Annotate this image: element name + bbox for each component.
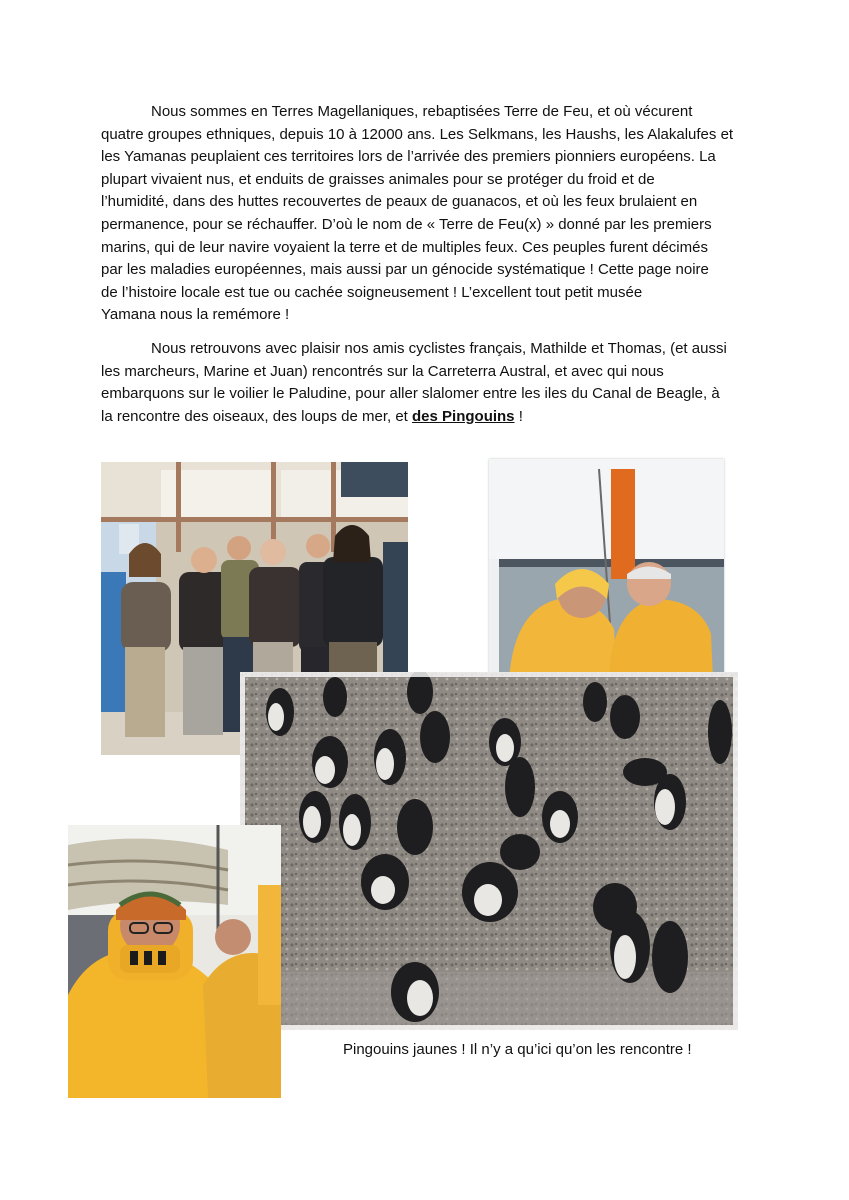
text-line: les marcheurs, Marine et Juan) rencontrés sur la Carreterra Austral, et avec qui nous: [101, 362, 664, 380]
photo-penguins: [240, 672, 738, 1030]
text-line: quatre groupes ethniques, depuis 10 à 12000 ans. Les Selkmans, les Haushs, les Alakalufes et: [101, 125, 734, 143]
photo-caption: Pingouins jaunes ! Il n’y a qu’ici qu’on les rencontre !: [343, 1041, 692, 1058]
text-line: les Yamanas peuplaient ces territoires lors de l’arrivée des premiers pionniers européens. La: [101, 148, 716, 166]
paragraph-terre-de-feu: [101, 101, 751, 327]
text-line: par les maladies européennes, mais aussi par un génocide systématique ! Cette page noire: [101, 261, 709, 279]
text-line: embarquons sur le voilier le Paludine, pour aller slalomer entre les iles du Canal de Beagle, à: [101, 385, 720, 403]
text-line: plupart vivaient nus, et enduits de graisses animales pour se protéger du froid et de: [101, 170, 655, 188]
text-line: marins, qui de leur navire voyaient la terre et de multiples feux. Ces peuples furent décimés: [101, 238, 708, 256]
pingouins-link[interactable]: des Pingouins: [412, 407, 515, 425]
text-line: la rencontre des oiseaux, des loups de mer, et: [101, 407, 413, 425]
text-line: Nous sommes en Terres Magellaniques, rebaptisées Terre de Feu, et où vécurent: [151, 103, 693, 120]
photo-yellow-jackets: [68, 825, 281, 1098]
text-line: permanence, pour se réchauffer. D’où le nom de « Terre de Feu(x) » donné par les premiers: [101, 215, 712, 233]
text-line: Yamana nous la remémore !: [101, 306, 290, 324]
text-line-end: !: [514, 407, 523, 425]
paragraph-amis-cyclistes: [101, 338, 751, 428]
text-line: de l’histoire locale est tue ou cachée soigneusement ! L’excellent tout petit musée: [101, 283, 643, 301]
photo-sailing-couple: [489, 459, 724, 680]
text-line: Nous retrouvons avec plaisir nos amis cyclistes français, Mathilde et Thomas, (et aussi: [151, 340, 727, 357]
text-line: l’humidité, dans des huttes recouvertes de peaux de guanacos, et où les feux brulaient en: [101, 193, 698, 211]
